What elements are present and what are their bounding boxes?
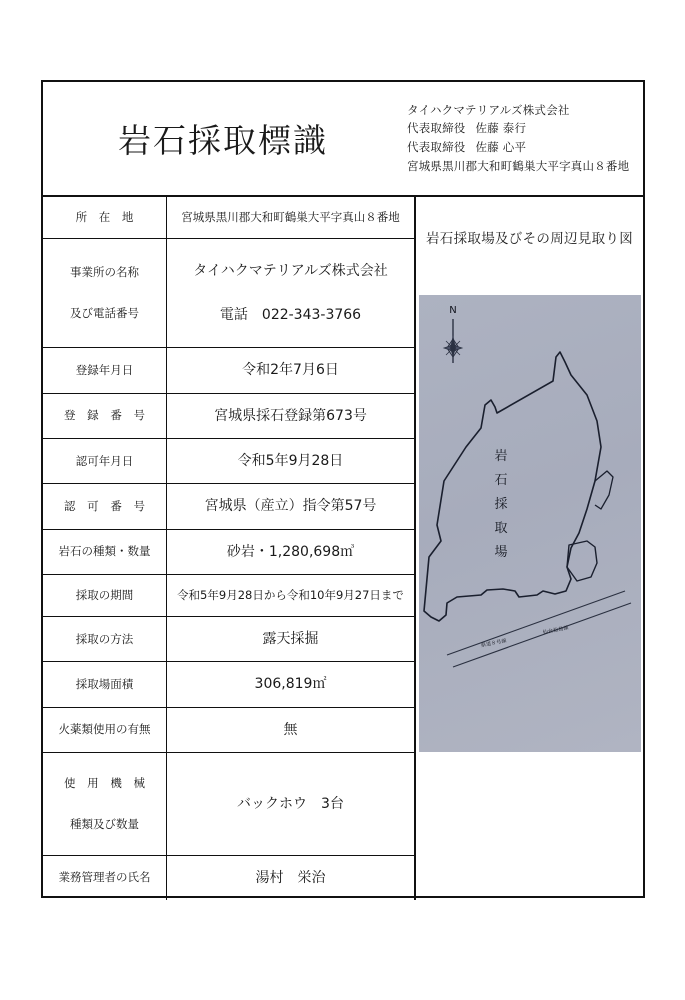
company-address: 宮城県黒川郡大和町鶴巣大平字真山８番地 [407, 158, 630, 173]
row-label-text-2: 種類及び数量 [70, 816, 139, 831]
row-label-text: 採取の期間 [75, 588, 134, 603]
row-label [43, 662, 167, 706]
row-value [167, 239, 414, 347]
row-label-text: 使 用 機 械 [64, 775, 149, 790]
row-value: 露天採掘 [262, 631, 319, 648]
representative-1-name: 佐藤 泰行 [475, 121, 527, 136]
row-label-text: 業務管理者の氏名 [58, 870, 151, 885]
company-info-block [403, 82, 643, 195]
row-label [43, 617, 167, 661]
map-caption: 岩石採取場及びその周辺見取り図 [426, 231, 633, 247]
row-label [43, 484, 167, 528]
row-value-text-2: 電話 022-343-3766 [219, 307, 362, 324]
row-value: 宮城県採石登録第673号 [214, 407, 367, 424]
table-row [43, 197, 414, 239]
representative-1-title: 代表取締役 [407, 121, 466, 136]
road-label-secondary: 仙台松島線 [542, 625, 570, 636]
row-value: 306,819㎡ [254, 676, 327, 693]
row-label [43, 708, 167, 752]
row-value: 湯村 栄治 [255, 869, 326, 886]
compass-rose [433, 305, 473, 367]
page-title: 岩石採取標識 [118, 121, 328, 160]
row-value: 無 [283, 721, 298, 738]
table-row [43, 439, 414, 484]
row-label-text: 火薬類使用の有無 [58, 722, 151, 737]
representative-2-name: 佐藤 心平 [475, 140, 527, 154]
table-row [43, 708, 414, 753]
row-label-text: 所 在 地 [75, 210, 138, 225]
row-value: 砂岩・1,280,698㎥ [226, 543, 355, 560]
compass-north-label: N [449, 305, 457, 316]
row-label [43, 394, 167, 438]
row-value: 宮城県黒川郡大和町鶴巣大平字真山８番地 [181, 210, 400, 225]
table-row [43, 239, 414, 348]
row-label-text: 採取場面積 [75, 677, 134, 692]
table-row [43, 856, 414, 900]
row-label [43, 348, 167, 392]
row-label-text: 登録年月日 [75, 362, 134, 377]
quarry-site-label: 岩石採取場 [494, 449, 508, 561]
row-value: 令和2年7月6日 [242, 362, 339, 379]
table-row [43, 484, 414, 529]
row-label [43, 753, 167, 855]
row-label-text: 事業所の名称 [70, 265, 139, 280]
rock-extraction-sign [41, 80, 645, 898]
row-value-text: タイハクマテリアルズ株式会社 [193, 262, 388, 279]
table-row [43, 530, 414, 575]
table-row [43, 617, 414, 662]
representative-2 [407, 140, 643, 156]
table-row [43, 348, 414, 393]
table-row [43, 394, 414, 439]
row-label [43, 530, 167, 574]
sign-body [43, 197, 643, 900]
info-table [43, 197, 416, 900]
row-label [43, 197, 167, 238]
row-value: バックホウ 3台 [237, 795, 344, 812]
sign-header [43, 82, 643, 197]
row-label-text: 採取の方法 [75, 631, 134, 646]
table-row [43, 753, 414, 856]
row-label-text-2: 及び電話番号 [70, 306, 139, 321]
road-label-primary: 県道８号線 [480, 638, 508, 649]
row-label-text: 登 録 番 号 [64, 408, 149, 423]
row-label-text: 認可年月日 [75, 453, 134, 468]
representative-2-title: 代表取締役 [407, 140, 466, 154]
row-value: 宮城県（産立）指令第57号 [204, 498, 377, 515]
row-label [43, 239, 167, 347]
table-row [43, 662, 414, 707]
company-name: タイハクマテリアルズ株式会社 [407, 102, 570, 117]
representative-1 [407, 121, 643, 137]
row-label-text: 岩石の種類・数量 [58, 544, 151, 559]
map-panel [416, 197, 643, 900]
row-label [43, 575, 167, 616]
row-value: 令和5年9月28日 [237, 453, 344, 469]
quarry-site-map [419, 295, 641, 752]
row-label-text: 認 可 番 号 [64, 498, 149, 513]
row-value: 令和5年9月28日から令和10年9月27日まで [177, 588, 404, 603]
title-cell [43, 82, 403, 195]
table-row [43, 575, 414, 617]
row-label [43, 856, 167, 900]
row-label [43, 439, 167, 483]
